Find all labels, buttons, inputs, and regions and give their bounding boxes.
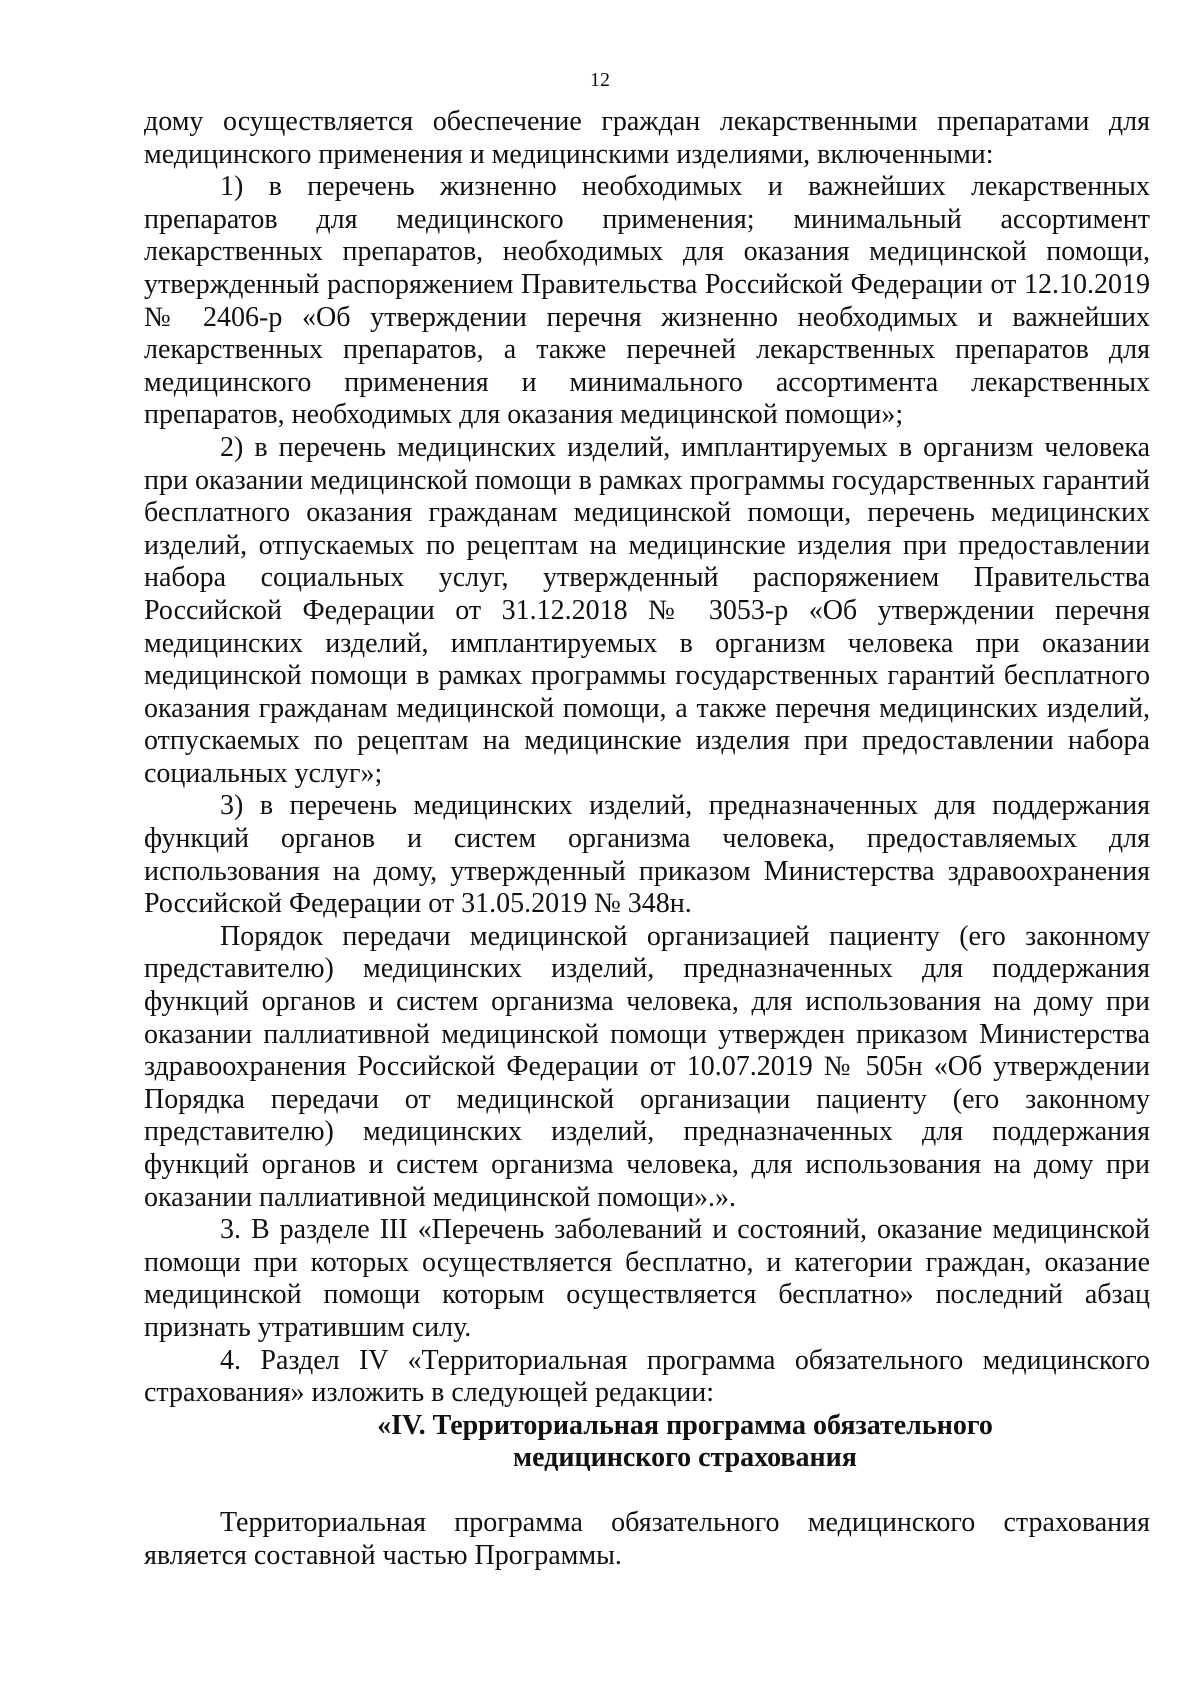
- paragraph-section-3: 3. В разделе III «Перечень заболеваний и состояний, оказание медицинской помощи при которых осуществляется бесплатно, и категории граждан, оказание медицинской помощи которым осуществляется бесплатно» последний абзац признать утратившим силу.: [144, 1214, 1150, 1343]
- document-body: [144, 106, 1150, 1572]
- section-title-line-1: «IV. Территориальная программа обязательного: [377, 1409, 993, 1441]
- section-spacer: [144, 1475, 1150, 1507]
- section-title-line-2: медицинского страхования: [513, 1442, 857, 1474]
- paragraph-continuation: дому осуществляется обеспечение граждан лекарственными препаратами для медицинского применения и медицинскими изделиями, включенными:: [144, 106, 1150, 170]
- paragraph-item-3: 3) в перечень медицинских изделий, предназначенных для поддержания функций органов и систем организма человека, предоставляемых для использования на дому, утвержденный приказом Министерства здравоохранения Российской Федерации от 31.05.2019 № 348н.: [144, 790, 1150, 920]
- paragraph-section-4: 4. Раздел IV «Территориальная программа обязательного медицинского страхования» изложить в следующей редакции:: [144, 1344, 1150, 1409]
- paragraph-procedure: Порядок передачи медицинской организацией пациенту (его законному представителю) медицинских изделий, предназначенных для поддержания функций органов и систем организма человека, для использования на дому при оказании паллиативной медицинской помощи утвержден приказом Министерства здравоохранения Российской Федерации от 10.07.2019 № 505н «Об утверждении Порядка передачи от медицинской организации пациенту (его законному представителю) медицинских изделий, предназначенных для поддержания функций органов и систем организма человека, для использования на дому при оказании паллиативной медицинской помощи».».: [144, 920, 1150, 1213]
- paragraph-item-2: 2) в перечень медицинских изделий, имплантируемых в организм человека при оказании медицинской помощи в рамках программы государственных гарантий бесплатного оказания гражданам медицинской помощи, перечень медицинских изделий, отпускаемых по рецептам на медицинские изделия при предоставлении набора социальных услуг, утвержденный распоряжением Правительства Российской Федерации от 31.12.2018 № 3053-р «Об утверждении перечня медицинских изделий, имплантируемых в организм человека при оказании медицинской помощи в рамках программы государственных гарантий бесплатного оказания гражданам медицинской помощи, а также перечня медицинских изделий, отпускаемых по рецептам на медицинские изделия при предоставлении набора социальных услуг»;: [144, 431, 1150, 789]
- page-number: 12: [590, 69, 610, 91]
- paragraph-territorial-program: Территориальная программа обязательного медицинского страхования является составной частью Программы.: [144, 1506, 1150, 1571]
- paragraph-item-1: 1) в перечень жизненно необходимых и важнейших лекарственных препаратов для медицинского применения; минимальный ассортимент лекарственных препаратов, необходимых для оказания медицинской помощи, утвержденный распоряжением Правительства Российской Федерации от 12.10.2019 № 2406-р «Об утверждении перечня жизненно необходимых и важнейших лекарственных препаратов, а также перечней лекарственных препаратов для медицинского применения и минимального ассортимента лекарственных препаратов, необходимых для оказания медицинской помощи»;: [144, 171, 1150, 431]
